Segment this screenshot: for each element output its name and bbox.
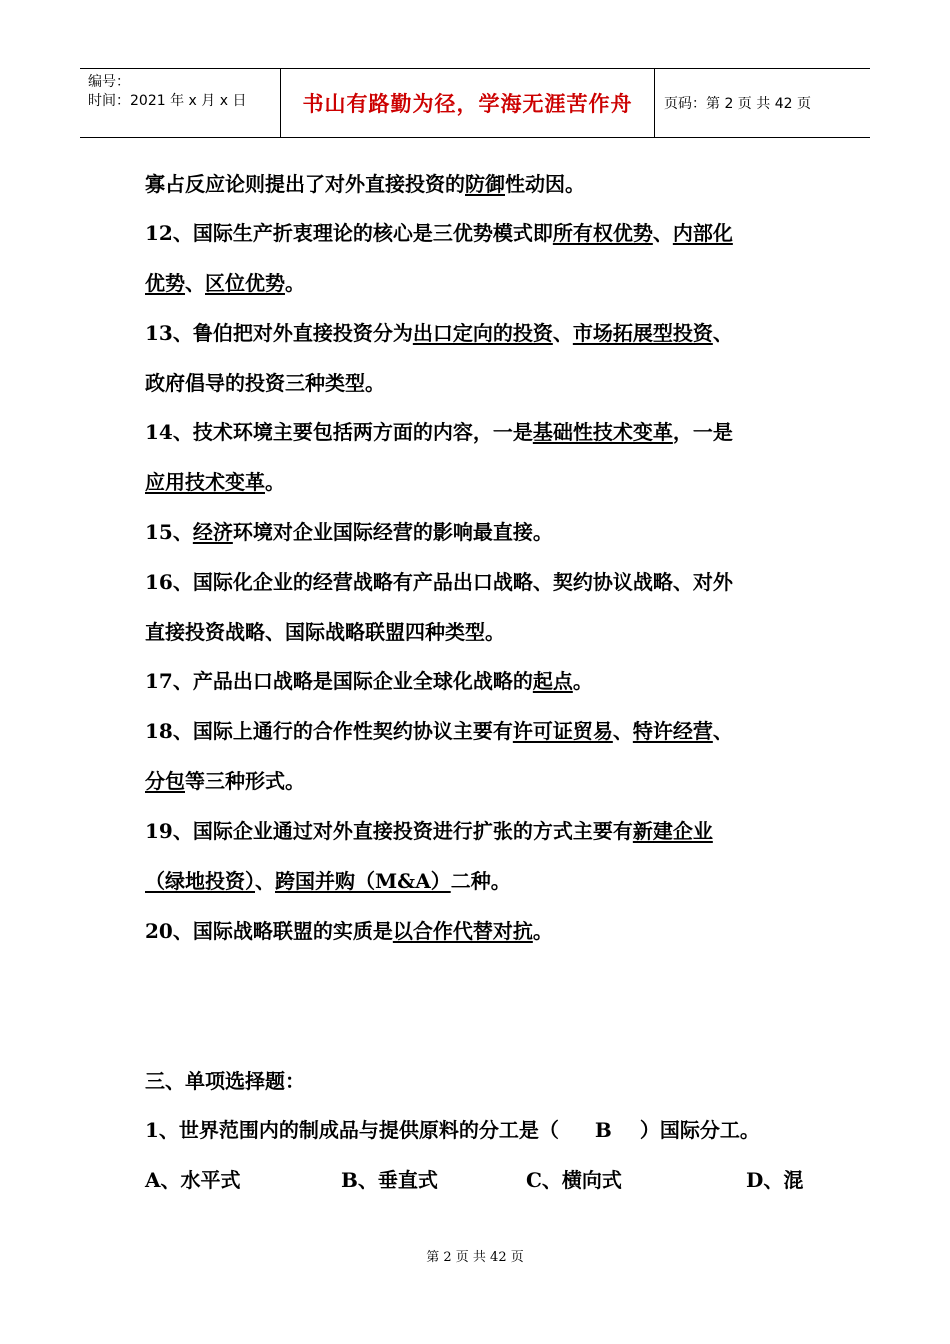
line-text: 二种。 [450, 869, 511, 893]
paragraph-line [145, 718, 733, 744]
paragraph-line [145, 569, 733, 595]
line-text: 12、国际生产折衷理论的核心是三优势模式即 [145, 221, 553, 245]
paragraph-line [145, 320, 733, 346]
underlined-answer: 新建企业 [632, 819, 713, 843]
paragraph-line [145, 370, 385, 396]
underlined-answer: （绿地投资） [145, 869, 255, 893]
line-text: 、 [255, 869, 275, 893]
underlined-answer: 以合作代替对抗 [392, 919, 533, 943]
doc-number-label: 编号： [88, 74, 130, 90]
underlined-answer: 许可证贸易 [512, 719, 613, 743]
question-1-text: 1、世界范围内的制成品与提供原料的分工是（ [145, 1118, 559, 1142]
underlined-answer: 内部化 [672, 221, 733, 245]
line-text: 寡占反应论则提出了对外直接投资的 [145, 172, 465, 196]
line-text: 性动因。 [505, 172, 585, 196]
underlined-answer: 所有权优势 [552, 221, 653, 245]
underlined-answer: 区位优势 [205, 271, 285, 295]
option-b: B、垂直式 [341, 1168, 438, 1192]
page-footer: 第 2 页 共 42 页 [426, 1250, 524, 1265]
line-text: 。 [532, 919, 553, 943]
section-title: 三、单项选择题： [145, 1069, 305, 1093]
underlined-answer: 防御 [465, 172, 505, 196]
underlined-answer: 市场拓展型投资 [572, 321, 713, 345]
line-text: 20、国际战略联盟的实质是 [145, 919, 393, 943]
option-a: A、水平式 [145, 1168, 241, 1192]
doc-time-label: 时间：2021 年 x 月 x 日 [88, 93, 247, 109]
line-text: 、 [652, 221, 673, 245]
line-text: 、 [712, 719, 733, 743]
line-text: 15、 [145, 520, 193, 544]
underlined-answer: 应用技术变革 [145, 470, 265, 494]
line-text: 、 [552, 321, 573, 345]
line-text: 、 [712, 321, 733, 345]
line-text: 。 [265, 470, 285, 494]
line-text: 13、鲁伯把对外直接投资分为 [145, 321, 413, 345]
paragraph-line [145, 469, 285, 495]
line-text: 19、国际企业通过对外直接投资进行扩张的方式主要有 [145, 819, 633, 843]
underlined-answer: 跨国并购（M&A） [275, 869, 451, 893]
underlined-answer: 优势 [145, 271, 185, 295]
line-text: 17、产品出口战略是国际企业全球化战略的 [145, 669, 533, 693]
paragraph-line [145, 668, 593, 694]
line-text: 环境对企业国际经营的影响最直接。 [232, 520, 553, 544]
underlined-answer: 出口定向的投资 [412, 321, 553, 345]
line-text: 16、国际化企业的经营战略有产品出口战略、契约协议战略、对外 [145, 570, 733, 594]
header-meta [80, 69, 281, 137]
paragraph-line [145, 868, 511, 894]
line-text: 。 [285, 271, 305, 295]
line-text: 直接投资战略、国际战略联盟四种类型。 [145, 620, 505, 644]
header-page-number: 页码：第 2 页 共 42 页 [664, 96, 811, 112]
page-header [80, 68, 870, 138]
paragraph-line [145, 220, 733, 246]
line-text: 、 [185, 271, 205, 295]
paragraph-line [145, 519, 553, 545]
question-1-tail: ）国际分工。 [639, 1118, 760, 1142]
paragraph-line [145, 419, 733, 445]
paragraph-line [145, 270, 305, 296]
paragraph-line [145, 171, 585, 197]
header-motto: 书山有路勤为径，学海无涯苦作舟 [281, 69, 655, 137]
paragraph-line [145, 918, 553, 944]
line-text: 18、国际上通行的合作性契约协议主要有 [145, 719, 513, 743]
underlined-answer: 起点 [532, 669, 573, 693]
line-text: 。 [572, 669, 593, 693]
line-text: 、 [612, 719, 633, 743]
line-text: ，一是 [672, 420, 733, 444]
paragraph-line [145, 768, 305, 794]
underlined-answer: 分包 [145, 769, 185, 793]
line-text: 14、技术环境主要包括两方面的内容，一是 [145, 420, 533, 444]
underlined-answer: 经济 [192, 520, 233, 544]
option-d: D、混 [746, 1168, 804, 1192]
option-c: C、横向式 [526, 1168, 622, 1192]
question-1 [145, 1117, 760, 1143]
paragraph-line [145, 818, 713, 844]
line-text: 等三种形式。 [185, 769, 305, 793]
line-text: 政府倡导的投资三种类型。 [145, 371, 385, 395]
underlined-answer: 基础性技术变革 [532, 420, 673, 444]
question-1-answer: B [594, 1118, 612, 1142]
underlined-answer: 特许经营 [632, 719, 713, 743]
paragraph-line [145, 619, 505, 645]
